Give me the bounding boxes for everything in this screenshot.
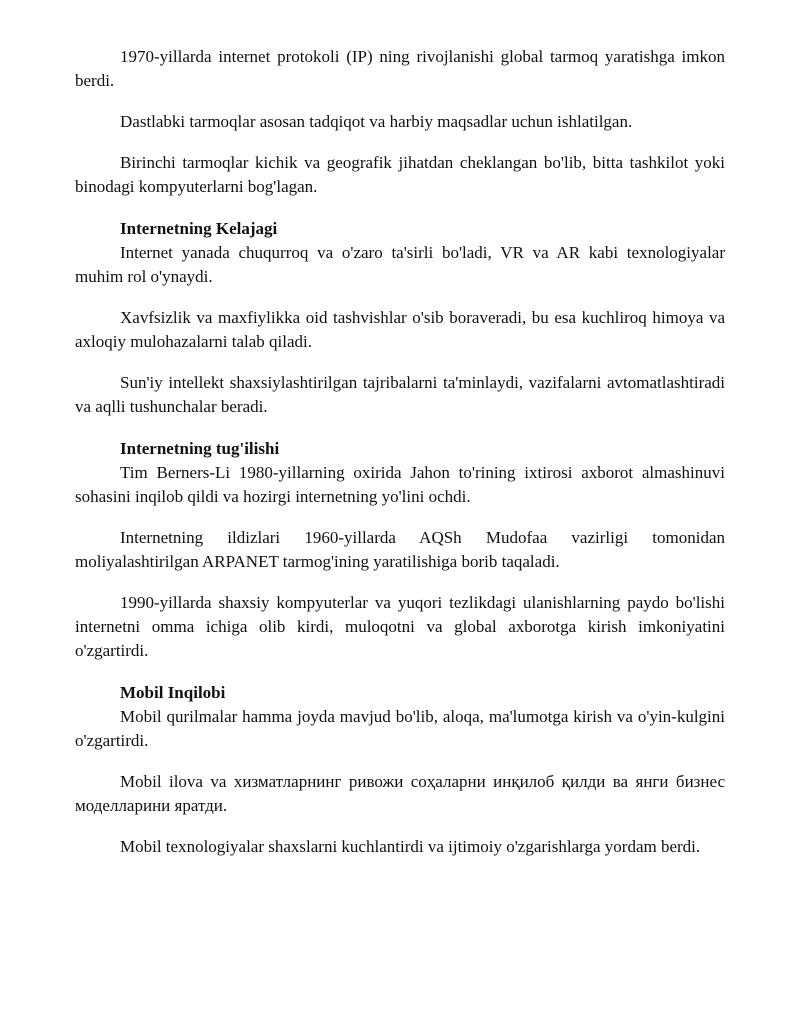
- paragraph: Mobil texnologiyalar shaxslarni kuchlantirdi va ijtimoiy o'zgarishlarga yordam berdi.: [120, 837, 701, 856]
- paragraph: Internetning ildizlari 1960-yillarda AQSh Mudofaa vazirligi tomonidan moliyalashtirilgan ARPANET tarmog'ining yaratilishiga borib taqaladi.: [75, 528, 725, 571]
- section-heading: Mobil Inqilobi: [120, 683, 226, 702]
- section-internet-future: [75, 217, 725, 419]
- section-internet-birth: [75, 437, 725, 663]
- paragraph: Xavfsizlik va maxfiylikka oid tashvishlar o'sib boraveradi, bu esa kuchliroq himoya va axloqiy mulohazalarni talab qiladi.: [75, 308, 725, 351]
- paragraph: Birinchi tarmoqlar kichik va geografik jihatdan cheklangan bo'lib, bitta tashkilot yoki binodagi kompyuterlarni bog'lagan.: [75, 153, 725, 196]
- section-heading: Internetning Kelajagi: [120, 219, 278, 238]
- paragraph: Tim Berners-Li 1980-yillarning oxirida Jahon to'rining ixtirosi axborot almashinuvi sohasini inqilob qildi va hozirgi internetning yo'lini ochdi.: [75, 463, 725, 506]
- section-heading: Internetning tug'ilishi: [120, 439, 280, 458]
- paragraph: 1970-yillarda internet protokoli (IP) ning rivojlanishi global tarmoq yaratishga imkon berdi.: [75, 47, 725, 90]
- intro-block: [75, 45, 725, 199]
- paragraph: Mobil qurilmalar hamma joyda mavjud bo'lib, aloqa, ma'lumotga kirish va o'yin-kulgini o'zgartirdi.: [75, 707, 725, 750]
- document-page: [75, 45, 725, 876]
- paragraph: Mobil ilova va хизматларнинг ривожи соҳаларни инқилоб қилди ва янги бизнес моделларини яратди.: [75, 772, 725, 815]
- paragraph: 1990-yillarda shaxsiy kompyuterlar va yuqori tezlikdagi ulanishlarning paydo bo'lishi internetni omma ichiga olib kirdi, muloqotni va global axborotga kirish imkoniyatini o'zgartirdi.: [75, 593, 725, 660]
- paragraph: Internet yanada chuqurroq va o'zaro ta'sirli bo'ladi, VR va AR kabi texnologiyalar muhim rol o'ynaydi.: [75, 243, 725, 286]
- section-mobile-revolution: [75, 681, 725, 859]
- paragraph: Sun'iy intellekt shaxsiylashtirilgan tajribalarni ta'minlaydi, vazifalarni avtomatlashtiradi va aqlli tushunchalar beradi.: [75, 373, 725, 416]
- paragraph: Dastlabki tarmoqlar asosan tadqiqot va harbiy maqsadlar uchun ishlatilgan.: [120, 112, 633, 131]
